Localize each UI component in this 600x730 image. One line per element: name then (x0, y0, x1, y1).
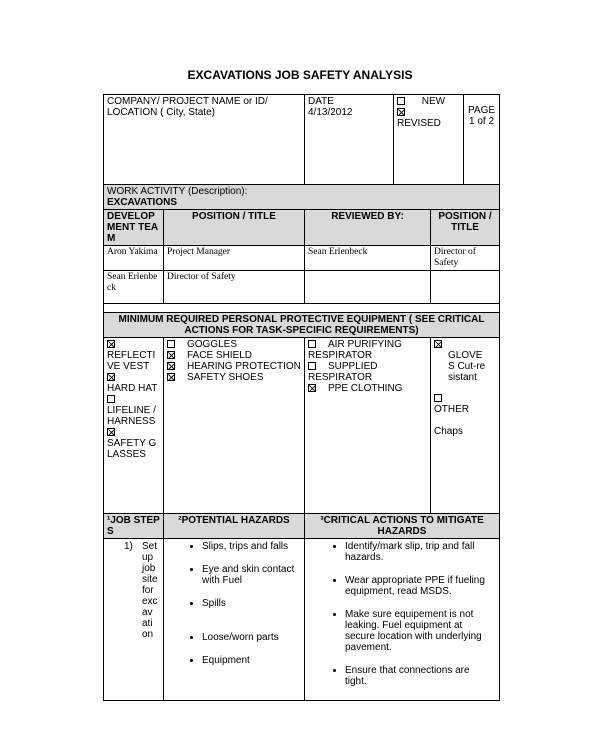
other-checkbox[interactable] (434, 394, 442, 402)
ppe-face-shield: FACE SHIELD (187, 350, 253, 361)
critical-action-item: • Make sure equipement is not leaking. Fuel equipment at secure location with underlying pavement. (345, 609, 493, 653)
face-shield-checkbox[interactable] (167, 351, 175, 359)
hazards-header-job-steps: ¹JOB STEPS (104, 514, 164, 539)
hazards-header-potential: ²POTENTIAL HAZARDS (164, 514, 305, 539)
spacer-row (104, 304, 500, 313)
potential-hazard-item: • Loose/worn parts (202, 632, 301, 643)
ppe-hearing-protection: HEARING PROTECTION (187, 361, 301, 372)
date-cell (305, 95, 394, 185)
team-row-2-position: Director of Safety (164, 271, 305, 304)
hard-hat-checkbox[interactable] (107, 373, 115, 381)
page-cell (464, 95, 500, 185)
team-header-reviewed: REVIEWED BY: (305, 210, 431, 246)
company-label: COMPANY/ PROJECT NAME or ID/ LOCATION ( City, State) (107, 96, 268, 118)
date-value: 4/13/2012 (308, 107, 353, 118)
job-step-number: 1) (124, 541, 133, 552)
safety-shoes-checkbox[interactable] (167, 373, 175, 381)
critical-action-item: • Ensure that connections are tight. (345, 665, 493, 687)
team-row-2-reviewer-position (431, 271, 500, 304)
ppe-clothing-checkbox[interactable] (308, 384, 316, 392)
work-activity-label: WORK ACTIVITY (Description): (107, 186, 248, 197)
company-cell (104, 95, 305, 185)
page-label: PAGE 1 of 2 (467, 105, 496, 127)
ppe-lifeline: LIFELINE / HARNESS (107, 405, 156, 427)
hearing-protection-checkbox[interactable] (167, 362, 175, 370)
team-row-2-reviewer (305, 271, 431, 304)
ppe-col-3 (305, 338, 431, 514)
potential-hazards-cell (164, 539, 305, 701)
date-label: DATE (308, 96, 334, 107)
ppe-clothing: PPE CLOTHING (328, 383, 403, 394)
goggles-checkbox[interactable] (167, 340, 175, 348)
document-title: EXCAVATIONS JOB SAFETY ANALYSIS (187, 68, 413, 82)
new-checkbox[interactable] (397, 97, 405, 105)
air-purifying-checkbox[interactable] (308, 340, 316, 348)
potential-hazard-item: • Equipment (202, 655, 301, 666)
gloves-checkbox[interactable] (434, 340, 442, 348)
status-cell (394, 95, 464, 185)
lifeline-checkbox[interactable] (107, 395, 115, 403)
team-row-2-name: Sean Erlenbeck (104, 271, 164, 304)
safety-glasses-checkbox[interactable] (107, 428, 115, 436)
critical-action-item: • Wear appropriate PPE if fueling equipment, read MSDS. (345, 575, 493, 597)
job-step-cell (104, 539, 164, 701)
ppe-goggles: GOGGLES (187, 339, 238, 350)
revised-label: REVISED (397, 118, 441, 129)
potential-hazard-item: • Eye and skin contact with Fuel (202, 564, 301, 586)
ppe-other-value: Chaps (434, 426, 463, 437)
ppe-hard-hat: HARD HAT (107, 383, 158, 394)
ppe-air-purifying: AIR PURIFYING RESPIRATOR (308, 339, 402, 361)
jsa-form (103, 94, 500, 701)
team-header-reviewer-position: POSITION / TITLE (431, 210, 500, 246)
work-activity-cell (104, 185, 500, 210)
potential-hazard-item: • Slips, trips and falls (202, 541, 301, 552)
job-step-text: Set up job site for excavation (142, 541, 158, 640)
revised-checkbox[interactable] (397, 108, 405, 116)
team-header-development: DEVELOPMENT TEAM (104, 210, 164, 246)
ppe-other: OTHER (434, 404, 469, 415)
team-header-position: POSITION / TITLE (164, 210, 305, 246)
ppe-header: MINIMUM REQUIRED PERSONAL PROTECTIVE EQUIPMENT ( SEE CRITICAL ACTIONS FOR TASK-SPECIFIC REQUIREMENTS) (104, 313, 500, 338)
ppe-safety-glasses: SAFETY GLASSES (107, 438, 157, 460)
ppe-supplied-respirator: SUPPLIED RESPIRATOR (308, 361, 378, 383)
ppe-safety-shoes: SAFETY SHOES (187, 372, 264, 383)
team-row-1-reviewer: Sean Erlenbeck (305, 246, 431, 271)
potential-hazard-item: • Spills (202, 598, 301, 609)
critical-action-item: • Identify/mark slip, trip and fall hazards. (345, 541, 493, 563)
team-row-1-reviewer-position: Director of Safety (431, 246, 500, 271)
new-label: NEW (421, 96, 446, 107)
ppe-col-1 (104, 338, 164, 514)
critical-actions-cell (305, 539, 500, 701)
ppe-col-2 (164, 338, 305, 514)
ppe-col-4 (431, 338, 500, 514)
work-activity-value: EXCAVATIONS (107, 197, 178, 208)
hazards-header-critical: ³CRITICAL ACTIONS TO MITIGATE HAZARDS (305, 514, 500, 539)
ppe-gloves: GLOVES Cut-resistant (448, 350, 486, 383)
supplied-respirator-checkbox[interactable] (308, 362, 316, 370)
reflective-vest-checkbox[interactable] (107, 340, 115, 348)
ppe-reflective-vest: REFLECTIVE VEST (107, 350, 156, 372)
team-row-1-position: Project Manager (164, 246, 305, 271)
team-row-1-name: Aron Yakima (104, 246, 164, 271)
